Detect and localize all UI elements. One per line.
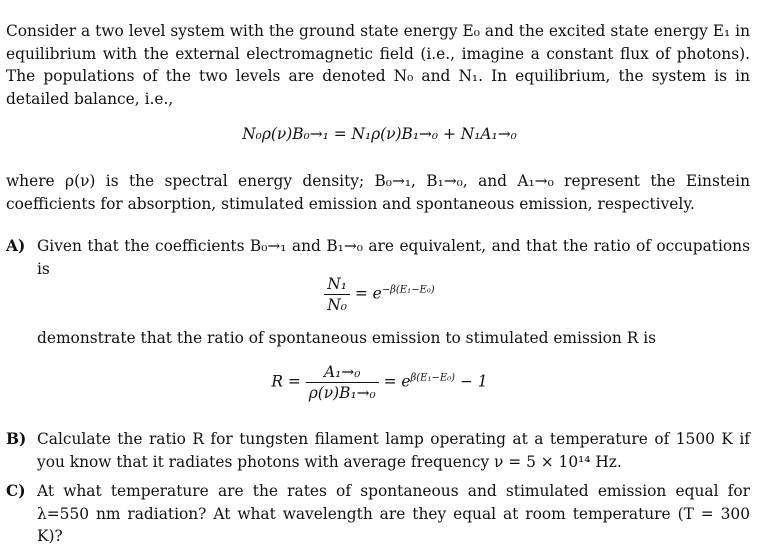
part-a-text: Given that the coefficients B₀→₁ and B₁→₀ are equivalent, and that the ratio of occupations is <box>37 237 750 278</box>
occupation-ratio-fraction <box>324 274 350 315</box>
part-c <box>6 480 750 548</box>
detailed-balance-equation: N₀ρ(ν)B₀→₁ = N₁ρ(ν)B₁→₀ + N₁A₁→₀ <box>242 125 517 143</box>
r-ratio-equation <box>0 362 759 403</box>
occupation-ratio-rhs: = e <box>354 284 382 303</box>
occupation-ratio-equation <box>0 274 759 315</box>
part-b-label: B) <box>6 430 27 448</box>
r-ratio-rhs: = e <box>383 372 411 391</box>
intro-paragraph: Consider a two level system with the ground state energy E₀ and the excited state energy E₁ in equilibrium with the external electromagnetic field (i.e., imagine a constant flux of photons). The populations of the two levels are denoted N₀ and N₁. In equilibrium, the system is in detailed balance, i.e., <box>6 22 750 108</box>
demonstrate-paragraph: demonstrate that the ratio of spontaneous emission to stimulated emission R is <box>37 329 657 347</box>
part-a-label: A) <box>6 237 26 255</box>
occupation-ratio-denominator: N₀ <box>327 296 347 314</box>
where-paragraph: where ρ(ν) is the spectral energy density; B₀→₁, B₁→₀, and A₁→₀ represent the Einstein coefficients for absorption, stimulated emission and spontaneous emission, respectively. <box>6 172 750 213</box>
occupation-ratio-numerator: N₁ <box>324 274 350 295</box>
part-c-label: C) <box>6 482 26 500</box>
occupation-ratio-exponent: −β(E₁−E₀) <box>381 284 435 296</box>
r-ratio-fraction <box>306 362 379 403</box>
r-ratio-rhs-tail: − 1 <box>455 372 488 391</box>
part-c-text: At what temperature are the rates of spontaneous and stimulated emission equal for λ=550 nm radiation? At what wavelength are they equal at room temperature (T = 300 K)? <box>37 482 750 546</box>
r-ratio-numerator: A₁→₀ <box>306 362 379 383</box>
r-ratio-lhs: R = <box>271 372 301 391</box>
r-ratio-exponent: β(E₁−E₀) <box>410 372 456 384</box>
r-ratio-denominator: ρ(ν)B₁→₀ <box>308 384 376 402</box>
part-b-text: Calculate the ratio R for tungsten filament lamp operating at a temperature of 1500 K if you know that it radiates photons with average frequency ν = 5 × 10¹⁴ Hz. <box>37 430 750 471</box>
part-b <box>6 428 750 473</box>
